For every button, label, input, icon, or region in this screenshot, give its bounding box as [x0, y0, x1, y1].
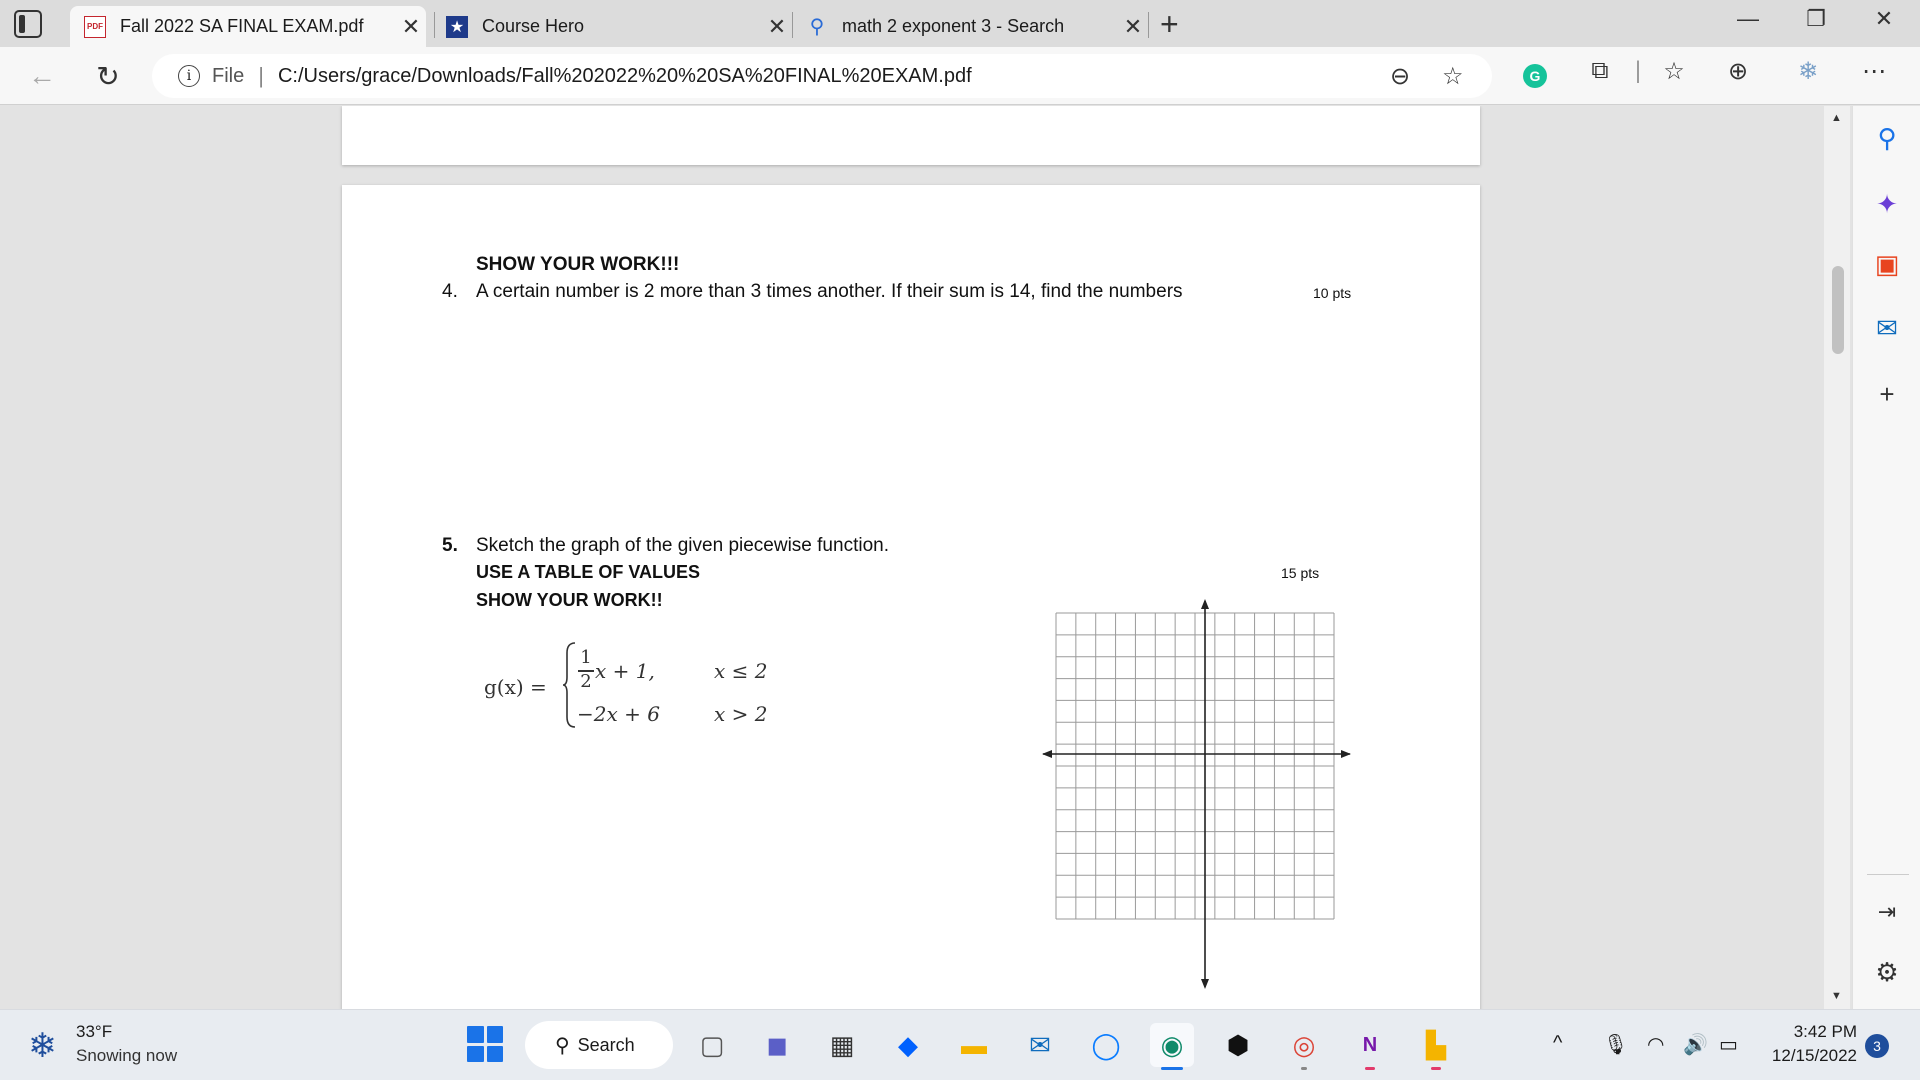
close-window-button[interactable]: ✕ — [1874, 6, 1894, 31]
x-axis-left-arrow — [1042, 750, 1052, 758]
grid-lines — [1056, 613, 1334, 919]
piecewise-brace — [563, 641, 577, 729]
weather-condition[interactable]: Snowing now — [76, 1046, 178, 1065]
settings-icon[interactable]: ⚙ — [1875, 956, 1899, 987]
start-button[interactable] — [467, 1026, 503, 1062]
weather-temperature[interactable]: 33°F — [76, 1022, 113, 1041]
address-bar[interactable] — [152, 54, 1492, 98]
favorites-icon[interactable]: ☆ — [1663, 58, 1685, 85]
mail-icon[interactable]: ✉ — [1029, 1029, 1051, 1060]
wifi-icon[interactable]: ◠ — [1647, 1034, 1665, 1056]
snow-icon[interactable]: ❄ — [28, 1027, 57, 1065]
question-4-text: A certain number is 2 more than 3 times another. If their sum is 14, find the numbers — [476, 281, 1183, 302]
scrollbar-thumb[interactable] — [1832, 266, 1844, 354]
cortana-icon[interactable]: ◯ — [1091, 1029, 1121, 1060]
scroll-down-arrow[interactable]: ▼ — [1831, 990, 1842, 1002]
search-icon[interactable]: ⚲ — [1877, 122, 1897, 153]
running-indicator — [1431, 1067, 1441, 1070]
taskbar — [0, 1009, 1920, 1080]
outlook-icon[interactable]: ✉ — [1876, 312, 1898, 343]
discover-icon[interactable]: ✦ — [1876, 188, 1898, 219]
piece-1-expression: x + 1, — [595, 659, 655, 683]
grammarly-icon[interactable]: G — [1523, 64, 1547, 88]
tab-course-hero[interactable] — [432, 6, 792, 47]
url-text[interactable]: C:/Users/grace/Downloads/Fall%202022%20%20SA%20FINAL%20EXAM.pdf — [277, 64, 972, 87]
close-tab-icon[interactable]: ✕ — [1123, 13, 1143, 39]
tab-actions-icon[interactable] — [14, 10, 42, 38]
notification-badge[interactable]: 3 — [1865, 1034, 1889, 1058]
minimize-button[interactable]: — — [1737, 6, 1759, 31]
question-5-instruction: USE A TABLE OF VALUES — [476, 562, 701, 582]
app-icon[interactable]: ⬢ — [1226, 1029, 1250, 1060]
x-axis-right-arrow — [1341, 750, 1351, 758]
edge-sidebar — [1852, 106, 1920, 1009]
running-indicator — [1161, 1067, 1183, 1070]
more-menu-icon[interactable]: ⋯ — [1862, 58, 1886, 85]
course-hero-icon: ★ — [446, 16, 468, 38]
zoom-icon[interactable]: ⊖ — [1390, 63, 1411, 90]
vertical-scrollbar[interactable] — [1824, 106, 1850, 1009]
question-4-points: 10 pts — [1313, 285, 1352, 301]
scroll-up-arrow[interactable]: ▲ — [1831, 112, 1842, 124]
fraction-numerator: 1 — [580, 647, 592, 668]
hide-sidebar-icon[interactable]: ⇥ — [1877, 899, 1897, 924]
close-tab-icon[interactable]: ✕ — [767, 13, 787, 39]
taskbar-search[interactable] — [525, 1021, 673, 1069]
refresh-button[interactable]: ↻ — [96, 61, 120, 92]
microsoft-store-icon[interactable]: ▦ — [829, 1029, 855, 1060]
task-view-icon[interactable]: ▢ — [699, 1029, 725, 1060]
start-logo-quadrant — [467, 1026, 484, 1043]
question-4-number: 4. — [442, 281, 458, 302]
add-sidebar-app-icon[interactable]: + — [1879, 378, 1895, 409]
question-5-text: Sketch the graph of the given piecewise function. — [476, 535, 889, 556]
search-label: Search — [577, 1034, 635, 1055]
profile-avatar-icon[interactable]: ❄ — [1797, 58, 1819, 85]
start-logo-quadrant — [487, 1046, 504, 1063]
show-work-header: SHOW YOUR WORK!!! — [476, 254, 680, 275]
collections-icon[interactable]: ⊕ — [1727, 58, 1749, 85]
question-5-points: 15 pts — [1281, 565, 1320, 581]
battery-icon[interactable]: ▭ — [1719, 1034, 1738, 1056]
edge-icon[interactable]: ◉ — [1150, 1023, 1194, 1067]
tab-title: Fall 2022 SA FINAL EXAM.pdf — [120, 16, 364, 36]
running-indicator — [1365, 1067, 1375, 1070]
piece-1-condition: x ≤ 2 — [714, 659, 768, 683]
start-logo-quadrant — [467, 1046, 484, 1063]
y-axis-down-arrow — [1201, 979, 1209, 989]
search-icon: ⚲ — [555, 1034, 570, 1057]
chrome-icon[interactable]: ◎ — [1282, 1023, 1326, 1067]
tab-title: Course Hero — [482, 16, 585, 36]
file-explorer-icon[interactable]: ▬ — [961, 1029, 987, 1060]
piece-2-expression: −2x + 6 — [577, 702, 660, 726]
running-indicator — [1301, 1067, 1307, 1070]
dropbox-icon[interactable]: ◆ — [898, 1029, 918, 1060]
teams-chat-icon[interactable]: ◼ — [766, 1029, 788, 1060]
info-icon[interactable]: i — [178, 65, 200, 87]
office-icon[interactable]: ▣ — [1874, 248, 1900, 279]
previous-page — [342, 106, 1480, 165]
tab-strip — [0, 0, 1920, 47]
question-5-show-work: SHOW YOUR WORK!! — [476, 590, 663, 610]
search-icon: ⚲ — [809, 16, 825, 38]
volume-icon[interactable]: 🔊 — [1683, 1034, 1708, 1056]
new-tab-button[interactable]: + — [1160, 6, 1179, 42]
back-button[interactable]: ← — [28, 60, 56, 91]
clock-date[interactable]: 12/15/2022 — [1771, 1046, 1857, 1065]
close-tab-icon[interactable]: ✕ — [401, 13, 421, 39]
extensions-icon[interactable]: ⧉ — [1591, 57, 1609, 84]
y-axis-up-arrow — [1201, 599, 1209, 609]
start-logo-quadrant — [487, 1026, 504, 1043]
microphone-icon[interactable]: 🎙 — [1603, 1034, 1629, 1056]
piece-2-condition: x > 2 — [714, 702, 768, 726]
url-divider: | — [258, 63, 264, 88]
url-scheme: File — [212, 64, 245, 87]
pdf-page — [342, 185, 1480, 1009]
add-favorite-icon[interactable]: ☆ — [1442, 63, 1464, 90]
function-lhs: g(x) = — [484, 675, 547, 699]
question-5-number: 5. — [442, 535, 458, 556]
clock-time[interactable]: 3:42 PM — [1793, 1022, 1857, 1041]
tab-divider — [1148, 12, 1149, 38]
restore-button[interactable]: ❐ — [1806, 6, 1826, 31]
fraction-denominator: 2 — [580, 671, 592, 692]
sidebar-divider — [1867, 874, 1909, 875]
tab-search[interactable] — [792, 6, 1148, 47]
toolbar-divider: | — [1634, 57, 1642, 84]
pdf-viewer[interactable] — [0, 106, 1852, 1009]
tab-pdf[interactable] — [70, 6, 426, 47]
coordinate-grid — [1042, 599, 1352, 989]
browser-toolbar — [0, 47, 1920, 105]
tab-title: math 2 exponent 3 - Search — [842, 16, 1065, 36]
onenote-icon[interactable]: N — [1348, 1023, 1392, 1067]
file-folder-icon[interactable]: ▙ — [1414, 1023, 1458, 1067]
pdf-icon: PDF — [84, 16, 106, 38]
show-hidden-icons-chevron[interactable]: ^ — [1553, 1032, 1563, 1054]
